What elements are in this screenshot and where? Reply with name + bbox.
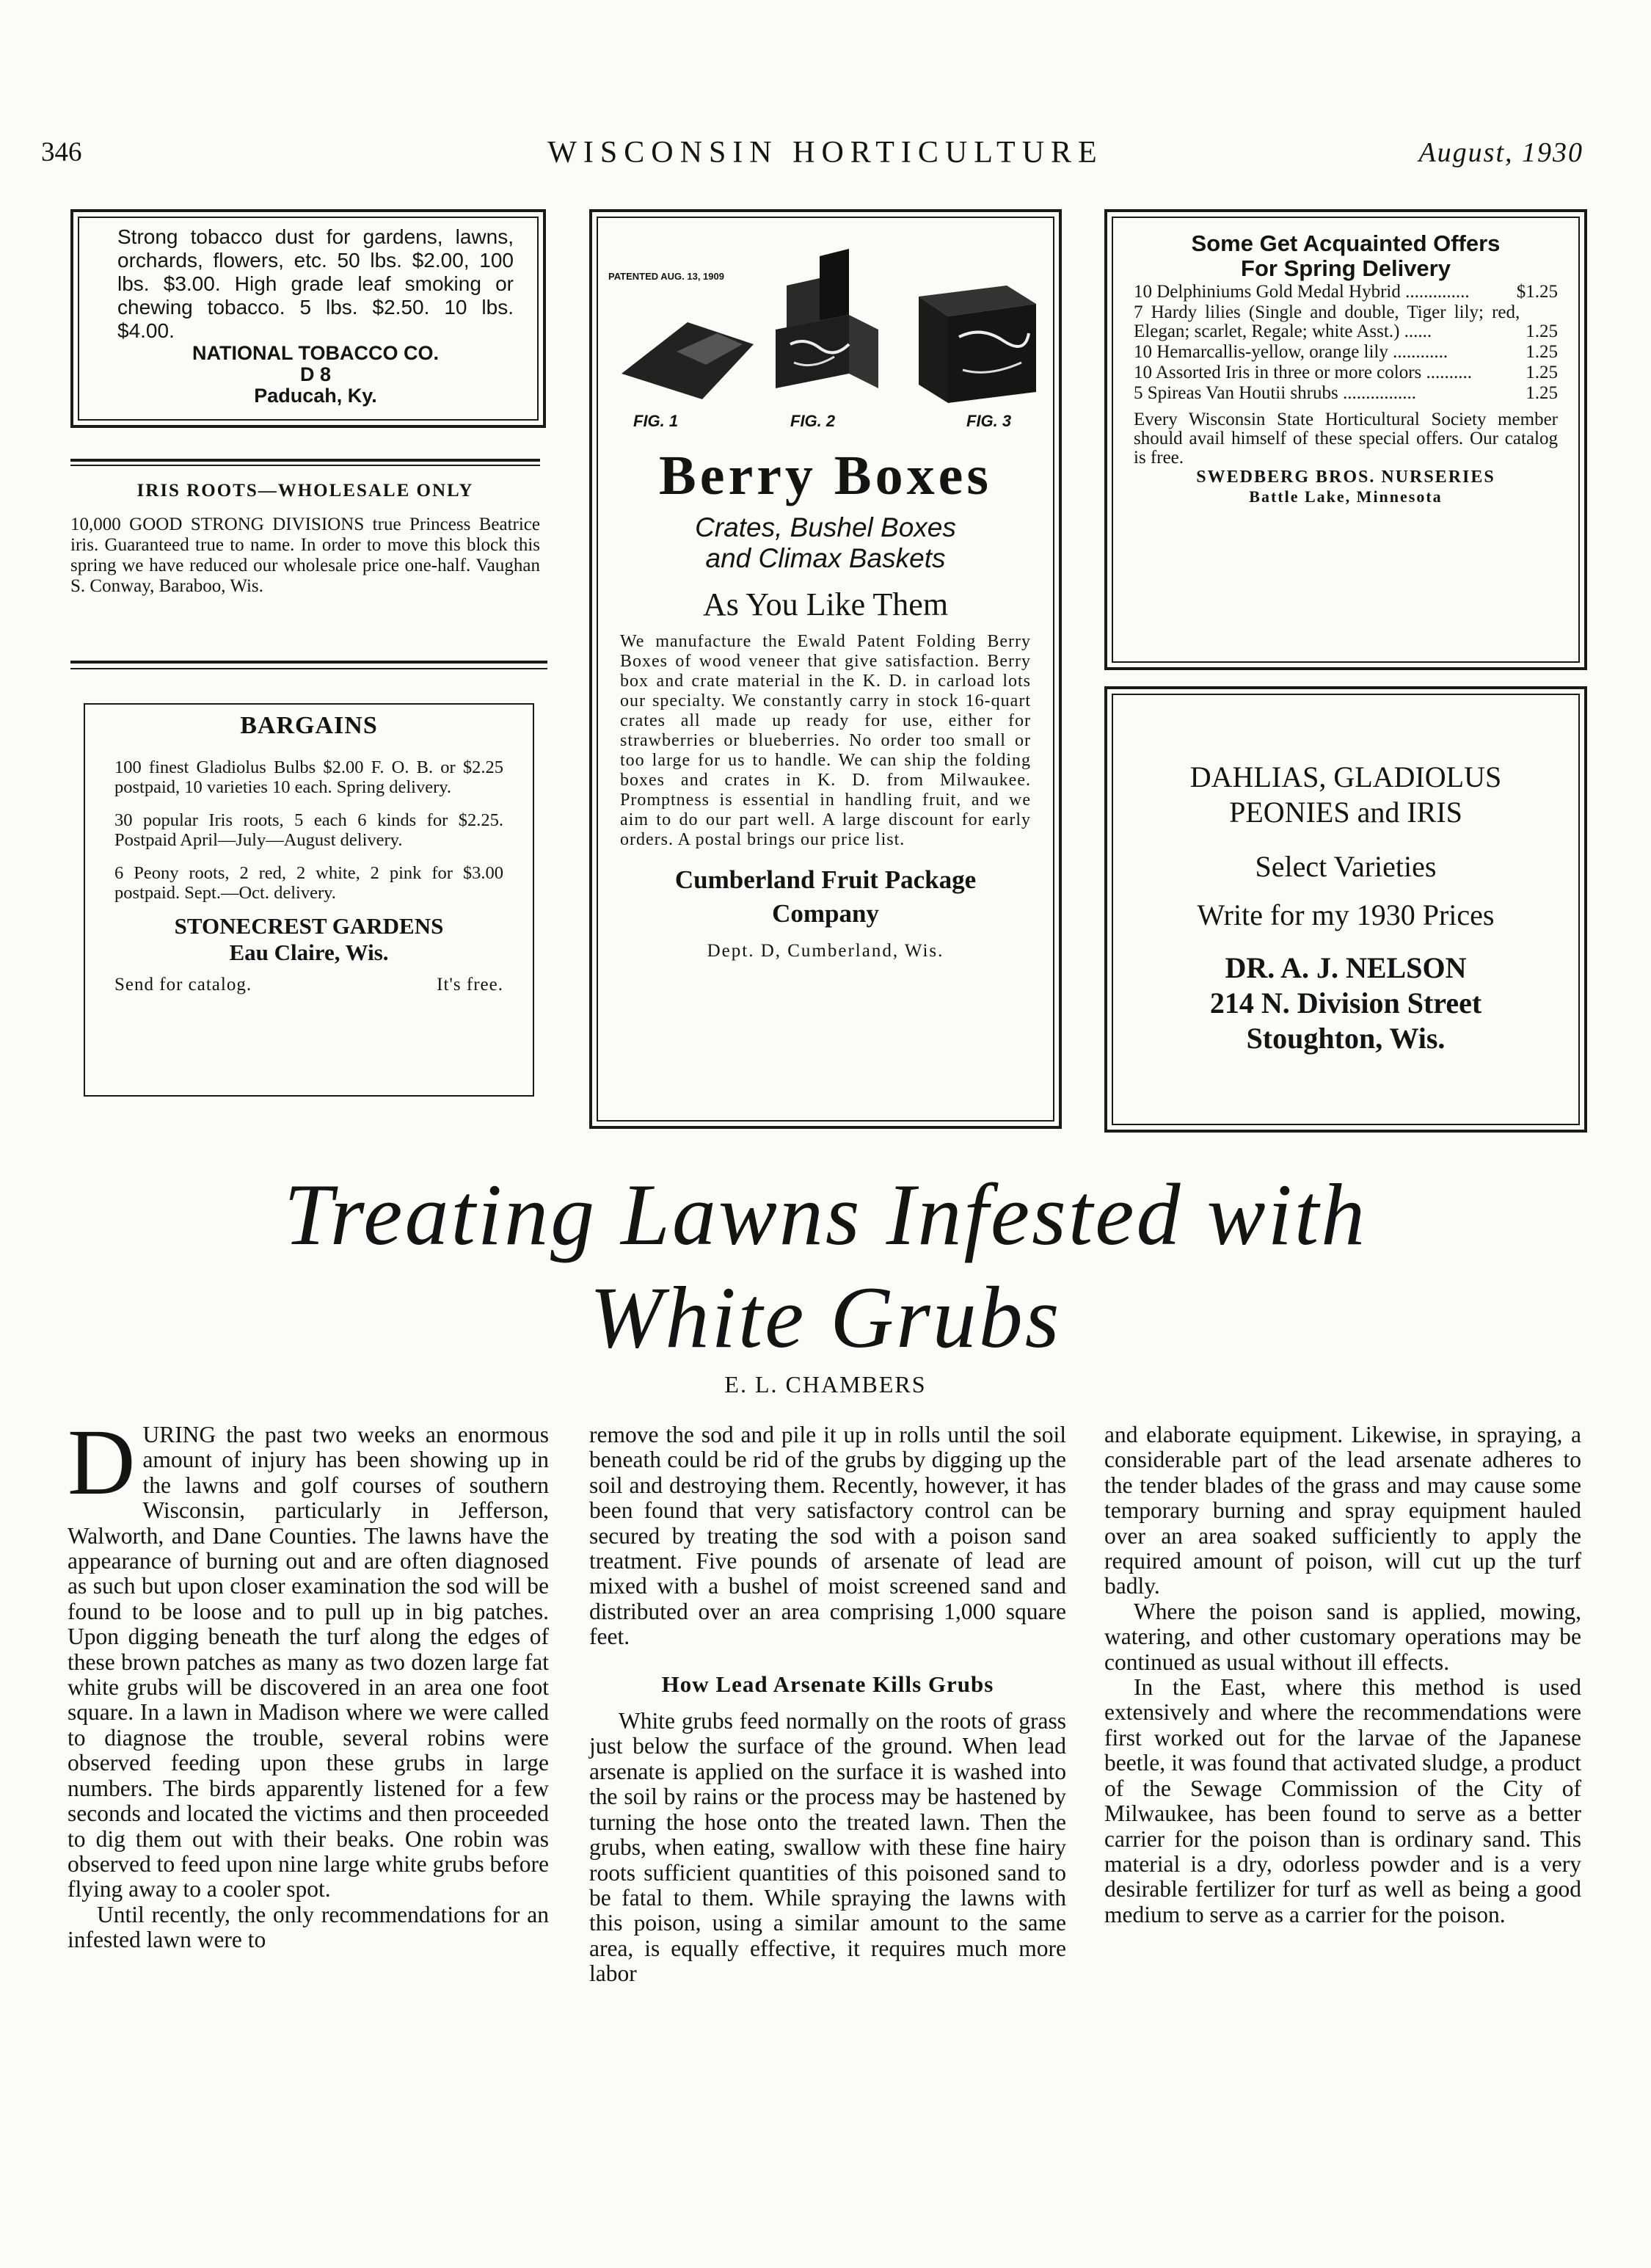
magazine-title: WISCONSIN HORTICULTURE [547,136,1104,170]
dahlia-name: DR. A. J. NELSON [1225,951,1467,984]
article-title [0,1163,1651,1369]
divider [70,661,547,664]
article-paragraph: Until recently, the only recommendations for an infested lawn were to [68,1901,549,1953]
dahlia-street: 214 N. Division Street [1209,986,1482,1019]
drop-cap: D [68,1410,136,1514]
swed-offer-item [1134,343,1558,362]
iris-title: IRIS ROOTS—WHOLESALE ONLY [136,481,474,501]
swed-offer-price: 1.25 [1526,342,1558,362]
swed-offer-text: 10 Delphiniums Gold Medal Hybrid .............. [1134,282,1470,302]
tobacco-company: NATIONAL TOBACCO CO. [192,342,439,364]
tobacco-body: Strong tobacco dust for gardens, lawns, orchards, flowers, etc. 50 lbs. $2.00, 100 lbs. $3.00. High grade leaf smoking or chewing tobacco. 5 lbs. $2.50. 10 lbs. $4.00. [117,225,514,342]
tobacco-code: D 8 [299,363,332,385]
bargains-free-note: It's free. [437,975,503,995]
berry-title: Berry Boxes [659,445,992,506]
tobacco-city: Paducah, Ky. [254,385,377,407]
swed-offer-text: 5 Spireas Van Houtii shrubs ................ [1134,383,1416,403]
bargains-item: 30 popular Iris roots, 5 each 6 kinds for $2.25. Postpaid April—July—August delivery. [114,810,503,850]
dahlia-line: Write for my 1930 Prices [1197,898,1495,931]
article-column-3 [1104,1422,1581,1927]
swed-offer-text: 10 Hemarcallis-yellow, orange lily ............ [1134,342,1448,362]
swed-offer-item [1134,303,1558,341]
dahlia-city: Stoughton, Wis. [1246,1022,1446,1055]
dahlia-line: DAHLIAS, GLADIOLUS [1189,760,1502,793]
patent-notice: PATENTED AUG. 13, 1909 [608,271,724,282]
swed-offer-item [1134,363,1558,382]
article-paragraph: remove the sod and pile it up in rolls until the soil beneath could be rid of the grubs by digging up the soil and destroying them. Recently, however, it has been found that very satisfactory control can be secured by treating the sod with a poison sand treatment. Five pounds of arsenate of lead are mixed with a bushel of moist screened sand and distributed over an area comprising 1,000 square feet. [589,1422,1066,1650]
dahlia-line: PEONIES and IRIS [1229,796,1462,829]
article-column-1 [68,1410,549,1953]
iris-body: 10,000 GOOD STRONG DIVISIONS true Princess Beatrice iris. Guaranteed true to name. In order to move this block this spring we have reduced our wholesale price one-half. Vaughan S. Conway, Baraboo, Wis. [70,515,540,596]
berry-company: Company [772,899,879,928]
bargains-city: Eau Claire, Wis. [229,939,389,965]
swed-company: SWEDBERG BROS. NURSERIES [1196,468,1495,487]
swed-note: Every Wisconsin State Horticultural Society member should avail himself of these special offers. Our catalog is free. [1134,410,1558,468]
berry-tagline: As You Like Them [702,586,949,622]
berry-box-illustration [607,234,1047,432]
berry-subtitle: Crates, Bushel Boxes [695,512,956,542]
article-subheading: How Lead Arsenate Kills Grubs [661,1671,994,1697]
bargains-title: BARGAINS [240,712,378,739]
berry-subtitle: and Climax Baskets [705,543,946,573]
bargains-company: STONECREST GARDENS [174,913,444,939]
swed-offer-price: 1.25 [1526,383,1558,403]
ad-iris-roots [70,481,540,597]
article-paragraph: In the East, where this method is used extensively and where the recommendations were first worked out for the larvae of the Japanese beetle, it was found that activated sludge, a product of the Sewage Commission of the City of Milwaukee, has been found to serve as a better carrier for the poison than is ordinary sand. This material is a dry, odorless powder and is a very desirable fertilizer for turf as well as being a good medium to serve as a carrier for the poison. [1104,1674,1581,1927]
ad-dahlias [1104,686,1587,1133]
bargains-catalog-note: Send for catalog. [114,975,252,995]
swed-offer-item [1134,384,1558,403]
article-author: E. L. CHAMBERS [724,1371,927,1397]
swed-offer-list [1134,283,1558,403]
berry-dept: Dept. D, Cumberland, Wis. [707,941,944,961]
swed-offer-price: 1.25 [1526,321,1558,341]
swed-city: Battle Lake, Minnesota [1249,487,1443,506]
ad-bargains [70,674,547,1130]
bargains-item: 6 Peony roots, 2 red, 2 white, 2 pink for $3.00 postpaid. Sept.—Oct. delivery. [114,863,503,903]
swed-title: For Spring Delivery [1241,255,1451,281]
article-paragraph: URING the past two weeks an enormous amount of injury has been showing up in the lawns and golf courses of southern Wisconsin, particularly in Jefferson, Walworth, and Dane Counties. The lawns have the appearance of burning out and are often diagnosed as such but upon closer examination the sod will be found to be loose and to pull up in big patches. Upon digging beneath the turf along the edges of these brown patches as many as two dozen large fat white grubs will be discovered in an area one foot square. In a lawn in Madison where we were called to diagnose the trouble, several robins were observed feeding upon these grubs in large numbers. The birds apparently listened for a few seconds and located the victims and then proceeded to dig them out with their beaks. One robin was observed to feed upon nine large white grubs before flying away to a cooler spot. [68,1422,549,1902]
article-paragraph: and elaborate equipment. Likewise, in spraying, a considerable part of the lead arsenate adheres to the tender blades of the grass and may cause some temporary burning and spray equipment hauled over an area soaked sufficiently to apply the required amount of poison, will cut up the turf badly. [1104,1422,1581,1599]
fig-label: FIG. 3 [966,412,1012,430]
article-paragraph: Where the poison sand is applied, mowing, watering, and other customary operations may be continued as usual without ill effects. [1104,1598,1581,1675]
berry-body: We manufacture the Ewald Patent Folding Berry Boxes of wood veneer that give satisfaction. Berry box and crate material in the K. D. in carload lots our specialty. We constantly carry in stock 16-quart crates all made up ready for use, either for strawberries or blueberries. No order too small or too large for us to handle. We can ship the folding boxes and crates in K. D. from Milwaukee. Promptness is essential in handling fruit, and we aim to do our part well. A large discount for early orders. A postal brings our price list. [620,632,1031,849]
fig-label: FIG. 2 [790,412,836,430]
divider [70,459,540,462]
swed-offer-item [1134,283,1558,302]
divider [70,668,547,669]
page-number: 346 [41,137,82,167]
ad-swedberg-nurseries [1104,209,1587,670]
article-title-line: Treating Lawns Infested with [283,1166,1368,1263]
article-paragraph: White grubs feed normally on the roots of grass just below the surface of the ground. When lead arsenate is applied on the surface it is washed into the soil by rains or the process may be hastened by turning the hose onto the treated lawn. Then the grubs, when eating, swallow with these fine hairy roots sufficient quantities of this poisoned sand to be fatal to them. While spraying the lawns with this poison, using a similar amount to the same area, is equally effective, it requires much more labor [589,1708,1066,1987]
fig-label: FIG. 1 [633,412,679,430]
swed-offer-price: $1.25 [1516,282,1558,302]
swed-offer-text: 7 Hardy lilies (Single and double, Tiger lily; red, Elegan; scarlet, Regale; white Asst.) ...... [1134,302,1520,341]
ad-tobacco [70,209,546,428]
bargains-item: 100 finest Gladiolus Bulbs $2.00 F. O. B. or $2.25 postpaid, 10 varieties 10 each. Spring delivery. [114,757,503,797]
swed-offer-price: 1.25 [1526,363,1558,382]
ad-berry-boxes [589,209,1062,1129]
divider [70,465,540,466]
berry-company: Cumberland Fruit Package [674,865,977,894]
swed-offer-text: 10 Assorted Iris in three or more colors .......... [1134,363,1473,382]
dahlia-line: Select Varieties [1255,850,1437,883]
swed-title: Some Get Acquainted Offers [1191,230,1501,256]
issue-date: August, 1930 [1418,137,1583,168]
article-title-line: White Grubs [589,1268,1062,1366]
article-column-2 [589,1422,1066,1987]
